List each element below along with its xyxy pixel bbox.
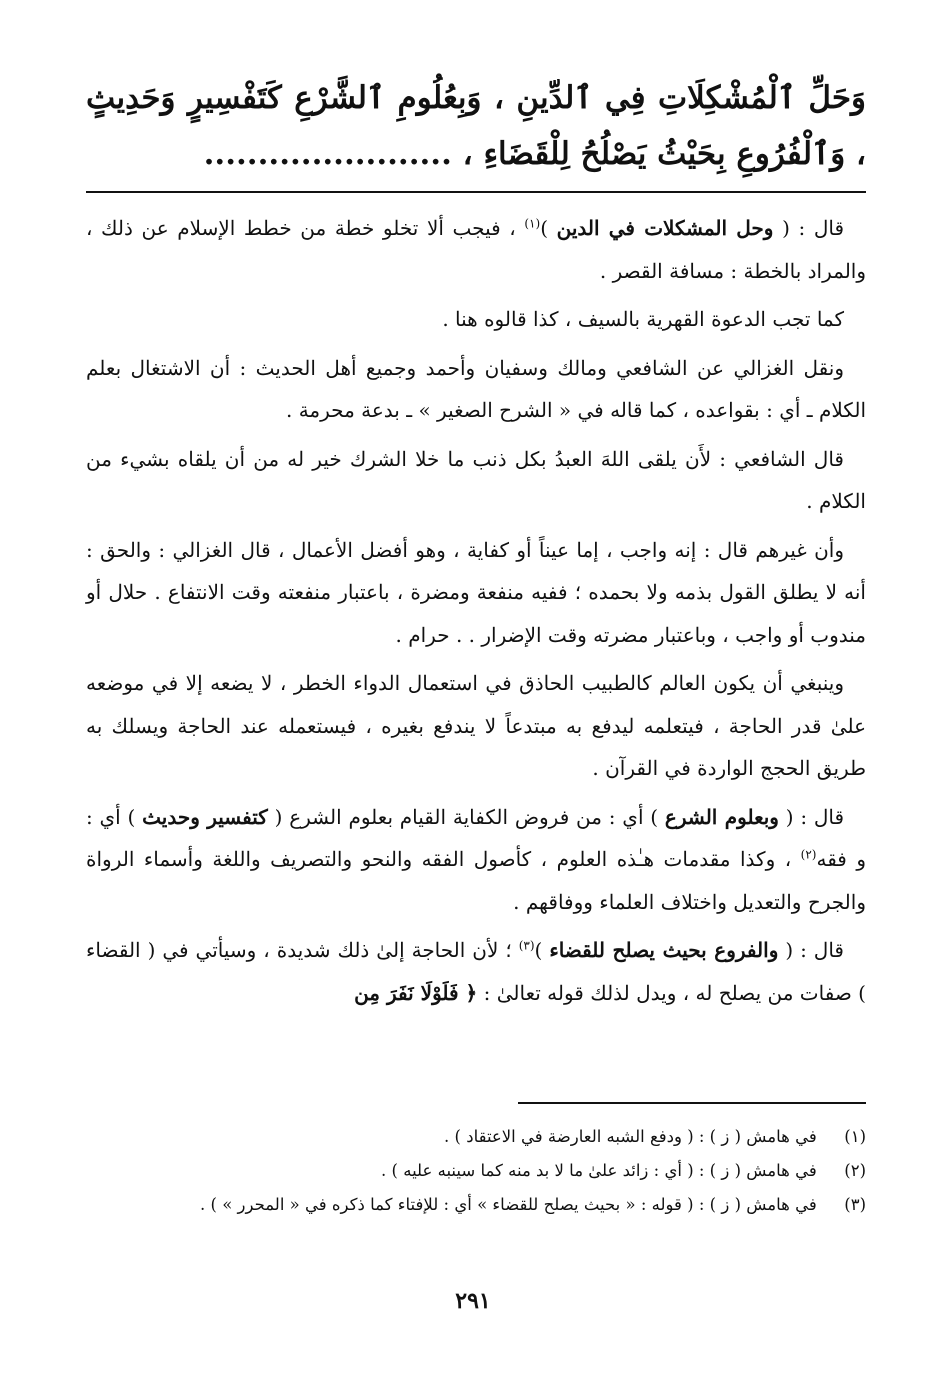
p8-pre: قال : ( bbox=[785, 938, 844, 962]
p1-quoted-matn: وحل المشكلات في الدين bbox=[556, 216, 774, 240]
matn-text bbox=[86, 70, 866, 182]
page-number: ٢٩١ bbox=[455, 1288, 491, 1314]
p8-close: ) bbox=[534, 938, 543, 962]
paragraph-2: كما تجب الدعوة القهرية بالسيف ، كذا قالوه هنا . bbox=[442, 307, 844, 331]
p1-post: ، فيجب ألا تخلو خطة من خطط الإسلام عن ذلك ، والمراد بالخطة : مسافة القصر . bbox=[86, 216, 866, 283]
paragraph-8 bbox=[86, 929, 866, 1014]
paragraph-7 bbox=[86, 796, 866, 924]
footnote-text: في هامش ( ز ) : ( ودفع الشبه العارضة في الاعتقاد ) . bbox=[444, 1127, 817, 1146]
footnote-number: (٣) bbox=[844, 1195, 866, 1214]
footnote-3 bbox=[86, 1188, 866, 1222]
p1-close: ) bbox=[540, 216, 548, 240]
matn-line: وَحَلِّ ٱلْمُشْكِلَاتِ فِي ٱلدِّينِ ، وَبِعُلُومِ ٱلشَّرْعِ كَتَفْسِيرٍ وَحَدِيثٍ ، وَٱلْفُرُوعِ بِحَيْثُ يَصْلُحُ لِلْقَضَاءِ ، bbox=[86, 80, 866, 172]
footnote-1 bbox=[86, 1120, 866, 1154]
footnote-ref-1[interactable]: (١) bbox=[524, 216, 541, 231]
paragraph-1 bbox=[86, 207, 866, 292]
paragraph-4: قال الشافعي : لأَن يلقى اللهَ العبدُ بكل ذنب ما خلا الشرك خير له من أن يلقاه بشيء من الكلام . bbox=[86, 446, 866, 513]
p1-pre: قال : ( bbox=[782, 216, 845, 240]
p7-post: ، وكذا مقدمات هـٰذه العلوم ، كأصول الفقه والنحو والتصريف واللغة وأسماء الرواة والجرح والتعديل واختلاف العلماء ووفاقهم . bbox=[86, 847, 866, 914]
footnotes bbox=[86, 1120, 866, 1222]
commentary-text bbox=[86, 207, 866, 1020]
paragraph-3: ونقل الغزالي عن الشافعي ومالك وسفيان وأحمد وجميع أهل الحديث : أن الاشتغال بعلم الكلام ـ أي : بقواعده ، كما قاله في « الشرح الصغير » ـ بدعة محرمة . bbox=[86, 355, 866, 422]
footnote-ref-3[interactable]: (٣) bbox=[518, 938, 535, 953]
footnote-number: (٢) bbox=[844, 1161, 866, 1180]
paragraph-6: وينبغي أن يكون العالم كالطبيب الحاذق في استعمال الدواء الخطر ، لا يضعه إلا في موضعه علىٰ قدر الحاجة ، فيتعلمه ليدفع به مبتدعاً لا يندفع بغيره ، فيستعمله عند الحاجة ويسلك به طريق الحجج الواردة في القرآن . bbox=[86, 671, 866, 780]
matn-dots: ....................... bbox=[203, 136, 452, 172]
footnote-divider bbox=[518, 1102, 866, 1104]
footnote-number: (١) bbox=[844, 1127, 866, 1146]
footnote-2 bbox=[86, 1154, 866, 1188]
p8-quoted-matn: والفروع بحيث يصلح للقضاء bbox=[549, 938, 779, 962]
p7-quoted-matn-2: كتفسير وحديث bbox=[142, 804, 268, 829]
p7-pre: قال : ( bbox=[785, 804, 845, 829]
top-divider bbox=[86, 191, 866, 193]
p7-mid-2: ) أي : و فقه bbox=[86, 804, 866, 871]
paragraph-5: وأن غيرهم قال : إنه واجب ، إما عيناً أو كفاية ، وهو أفضل الأعمال ، قال الغزالي : والحق : أنه لا يطلق القول بذمه ولا بحمده ؛ ففيه منفعة ومضرة ، باعتبار منفعته وقت الانتفاع . حلال أو مندوب أو واجب ، وباعتبار مضرته وقت الإضرار . . حرام . bbox=[86, 537, 866, 647]
p7-mid-1: ) أي : من فروض الكفاية القيام بعلوم الشرع ( bbox=[274, 804, 659, 829]
footnote-ref-2[interactable]: (٢) bbox=[800, 847, 817, 862]
p7-quoted-matn-1: وبعلوم الشرع bbox=[664, 804, 779, 829]
quran-quote: ﴿ فَلَوْلَا نَفَرَ مِن bbox=[354, 980, 478, 1005]
p8-post: ؛ لأن الحاجة إلىٰ ذلك شديدة ، وسيأتي في ( القضاء ) صفات من يصلح له ، ويدل لذلك قوله تعالىٰ : bbox=[86, 938, 866, 1005]
footnote-text: في هامش ( ز ) : ( أي : زائد علىٰ ما لا بد منه كما سينبه عليه ) . bbox=[381, 1161, 817, 1180]
footnote-text: في هامش ( ز ) : ( قوله : « بحيث يصلح للقضاء » أي : للإفتاء كما ذكره في « المحرر » ) . bbox=[200, 1195, 817, 1214]
